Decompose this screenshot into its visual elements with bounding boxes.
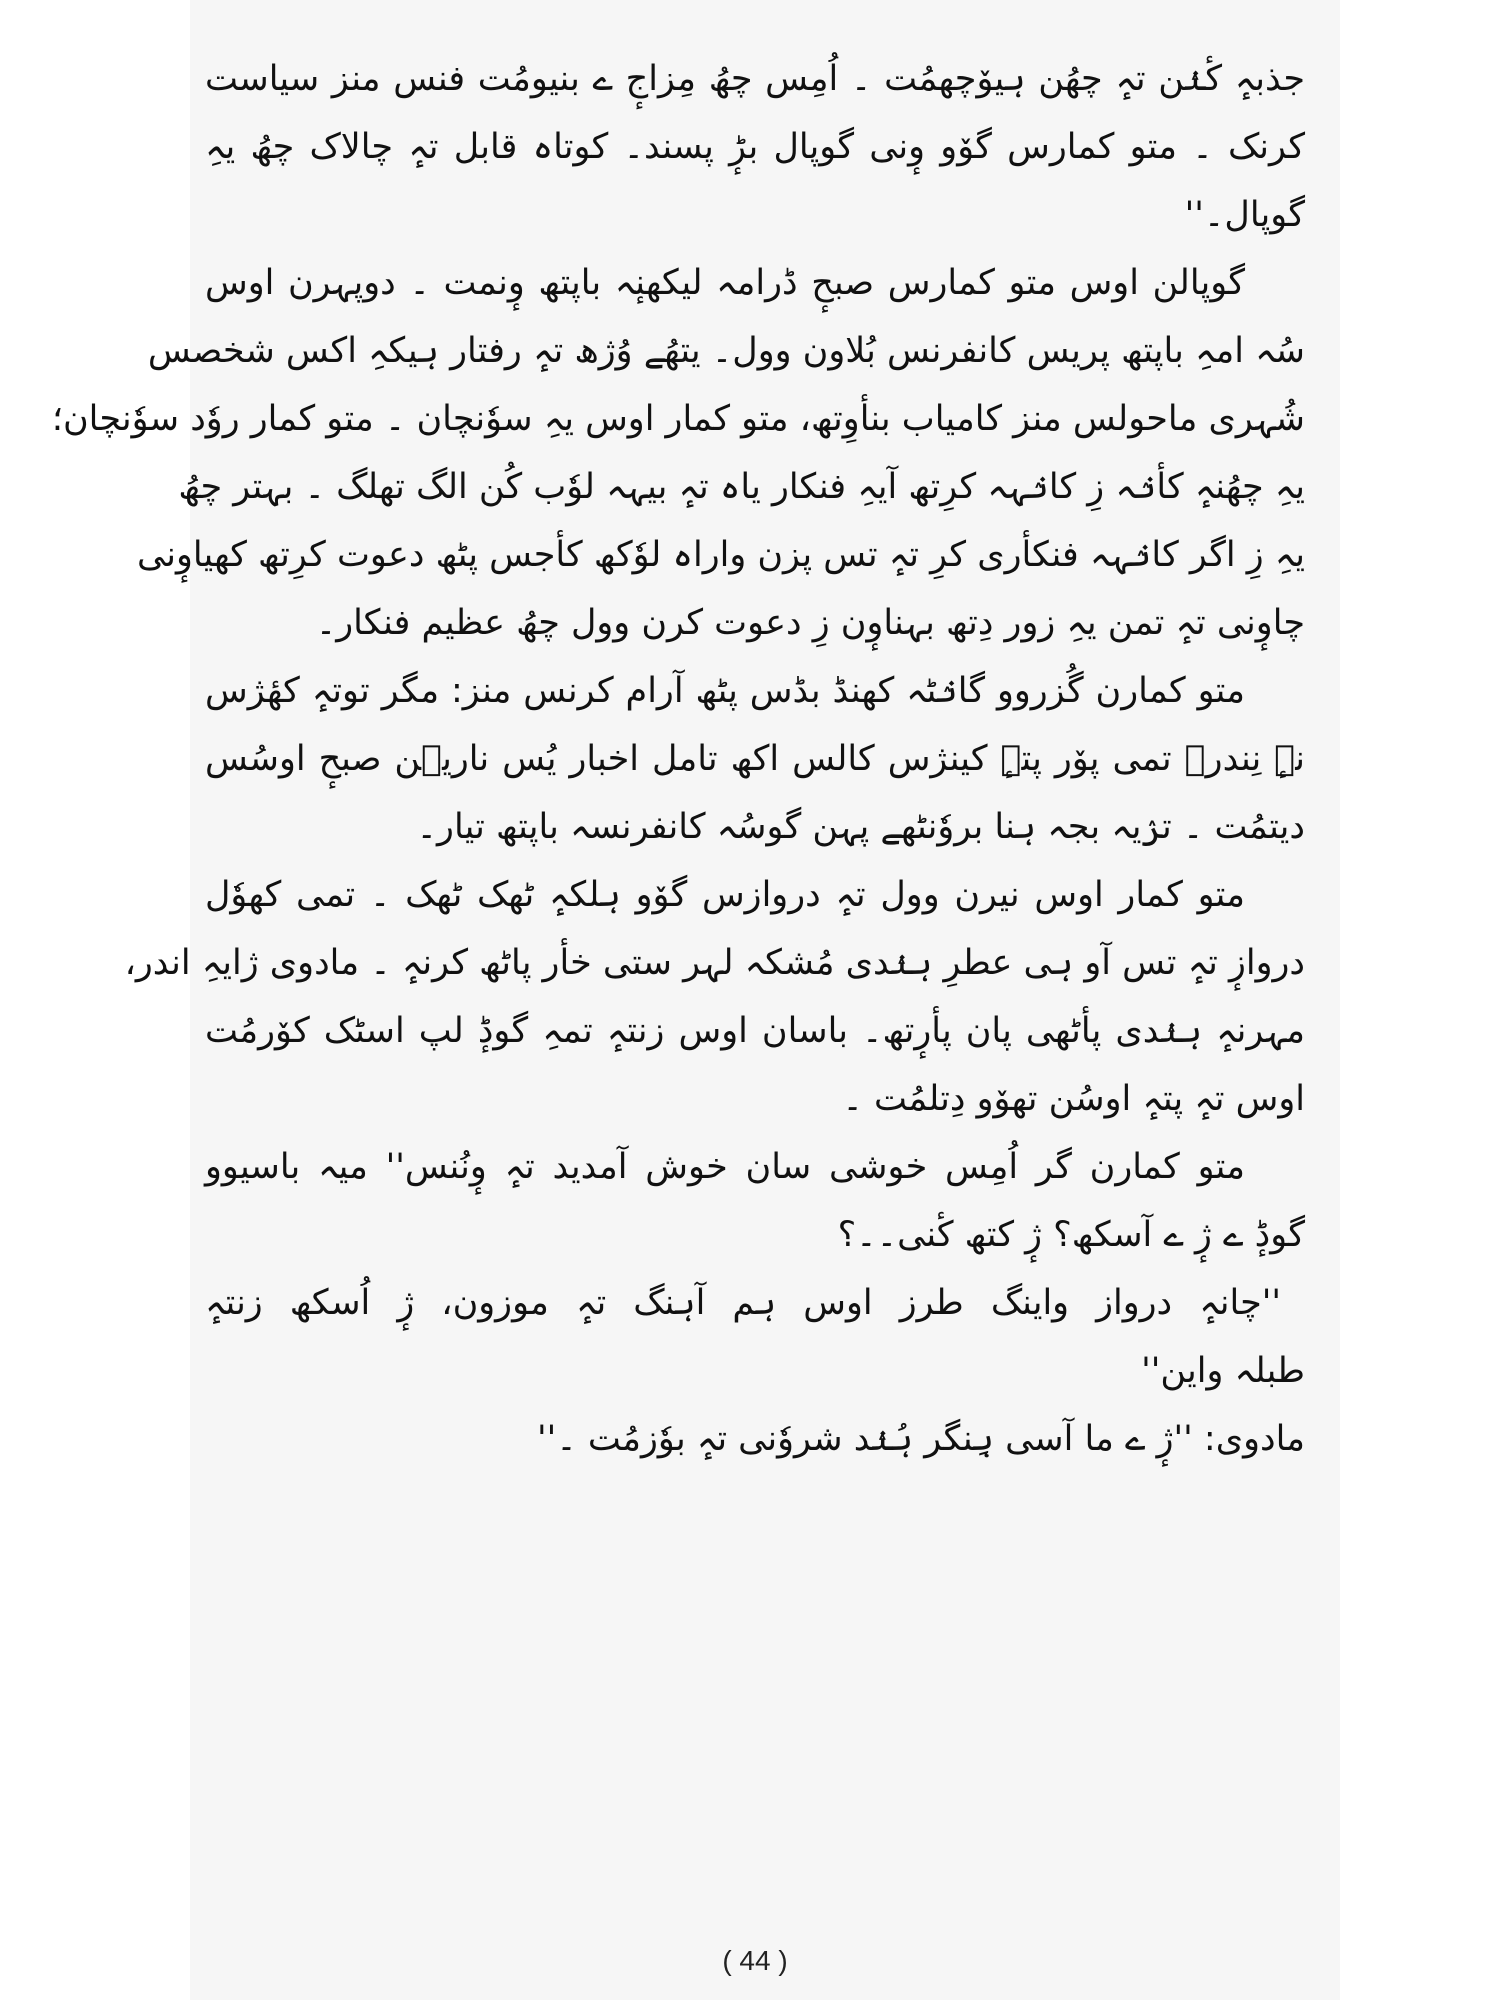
text-line: متو کمارن گُزروو گانٛٹہ کھنڈ بڈس پٹھ آرام کرنس منز: مگر توتہٕ کھٔژس	[205, 671, 1245, 711]
text-line: مہرنہٕ ہنٛدی پأٹھی پان پأرٕتھ۔ باسان اوس زنتہٕ تمہِ گوڈٕ لپ اسٹک کوٚرمُت	[205, 1011, 1305, 1051]
text-line: متو کمارن گر اُمِس خوشی سان خوش آمدید تہٕ وٕنُنس'' میہ باسیوو	[205, 1147, 1245, 1187]
page-number: ( 44 )	[722, 1945, 788, 1976]
text-line: گوپال۔''	[1184, 195, 1305, 235]
urdu-text-block	[51, 45, 1305, 1473]
text-line: ''چانہٕ درواز واینگ طرز اوس ہم آہنگ تہٕ موزون، ژٕ اُسکھ زنتہٕ	[205, 1283, 1281, 1323]
text-line: شُہری ماحولس منز کامیاب بنأوِتھ، متو کمار اوس یہِ سوٗنچان ۔ متو کمار روٗد سوٗنچان؛	[51, 399, 1305, 439]
text-line: یہِ زِ اگر کانٛہہ فنکأری کرِ تہٕ تس پزن واراہ لوٗکھ کأجس پٹھ دعوت کرِتھ کھیاوٕنی	[137, 535, 1305, 575]
text-line: گوپالن اوس متو کمارس صبحٕ ڈرامہ لیکھنٕہ باپتھ وٕنمت ۔ دوپہرن اوس	[205, 263, 1245, 303]
text-line: جذبہٕ کٔنٛن تہٕ چھُن ہیوٚچھمُت ۔ اُمِس چھُ مِزاجٕ ے بنیومُت فنس منز سیاست	[205, 59, 1305, 99]
text-line: چاوٕنی تہٕ تمن یہِ زور دِتھ بہناوٕن زِ دعوت کرن وول چھُ عظیم فنکار۔	[315, 603, 1305, 643]
text-line: نہٕ نِندر۔ تمی پوٚر پتہٕ کینژس کالس اکھ تامل اخبار یُس ناریٖن صبحٕ اوسُس	[205, 739, 1305, 779]
text-line: متو کمار اوس نیرن وول تہٕ دروازس گوٚو ہلکہٕ ٹھک ٹھک ۔ تمی کھوٗل	[205, 875, 1245, 915]
text-line: مادوی: ''ژٕ ے ما آسی ہِنگر ہُنٛد شروٗنی تہٕ بوٗزمُت ۔''	[536, 1419, 1305, 1459]
text-line: گوڈٕ ے ژٕ ے آسکھ؟ ژٕ کتھ کٔنی۔۔؟	[837, 1215, 1305, 1255]
text-line: اوس تہٕ پتہٕ اوسُن تھوٚو دِتلمُت ۔	[842, 1079, 1305, 1119]
text-line: دیتمُت ۔ ترٛیہ بجہ ہنا بروٗنٹھے پہن گوسُہ کانفرنسہ باپتھ تیار۔	[416, 807, 1305, 847]
text-line: طبلہ واین''	[1141, 1351, 1305, 1391]
text-line: دروازٕ تہٕ تس آو ہی عطرِ ہنٛدی مُشکہ لہر ستی خأر پاٹھ کرنہٕ ۔ مادوی ژایہِ اندر،	[124, 943, 1305, 983]
text-line: سُہ امہِ باپتھ پریس کانفرنس بُلاون وول۔ یتھُے وُژھ تہٕ رفتار ہیکہِ اکس شخصس	[147, 331, 1305, 371]
text-line: کرنک ۔ متو کمارس گوٚو وٕنی گوپال بڑٕ پسند۔ کوتاہ قابل تہٕ چالاک چھُ یہِ	[205, 127, 1305, 167]
text-line: یہِ چھُنہٕ کأنٛہ زِ کانٛہہ کرِتھ آیہِ فنکار یاہ تہٕ بیہہ لوٗب کُن الگ تھلگ ۔ بہتر چھُ	[178, 467, 1305, 507]
